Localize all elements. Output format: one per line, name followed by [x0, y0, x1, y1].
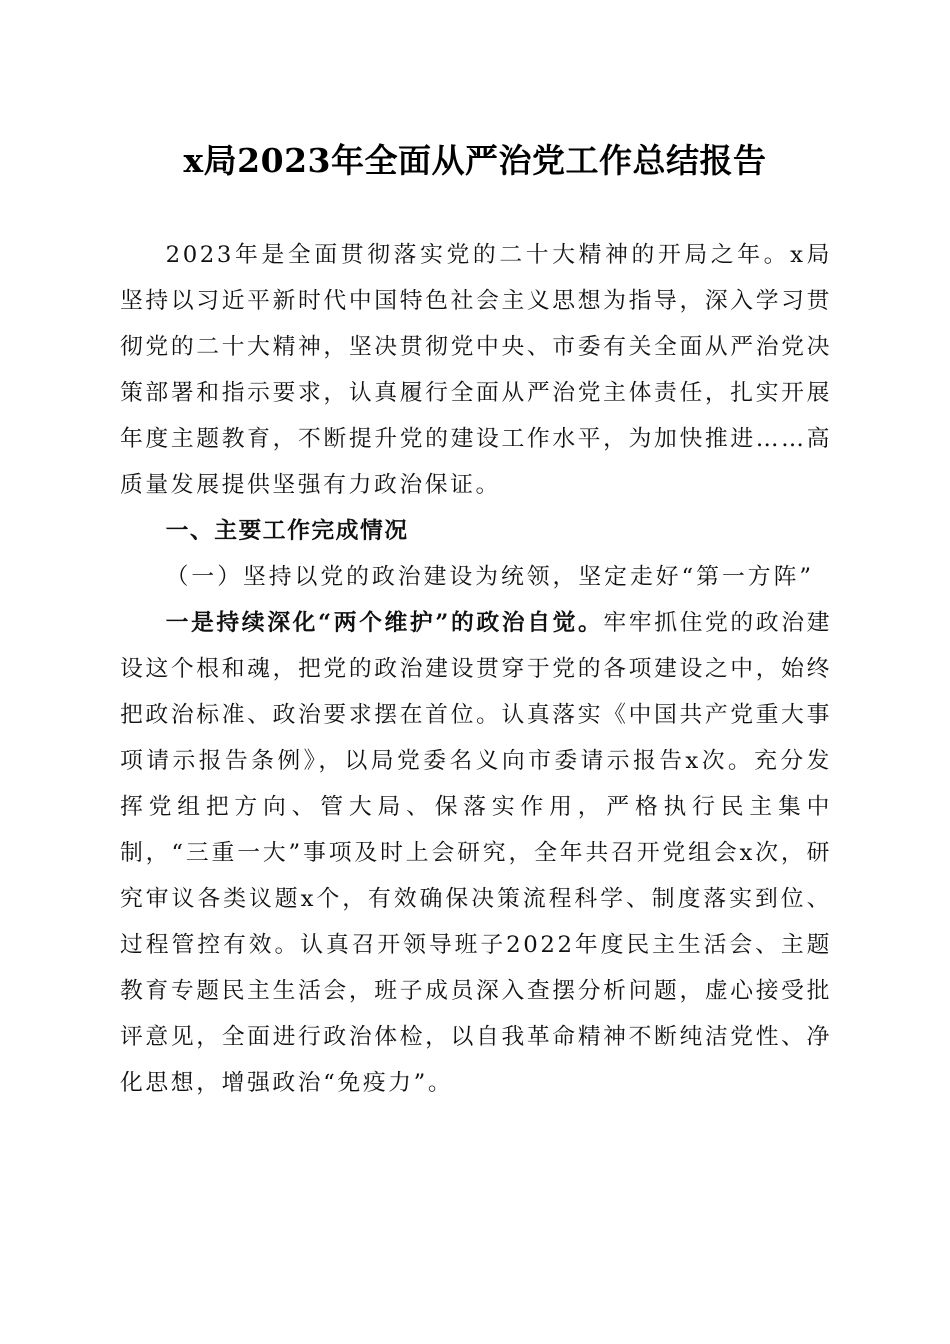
body-paragraph	[120, 600, 832, 1106]
document-title: x局2023年全面从严治党工作总结报告	[183, 141, 767, 180]
document-body	[120, 232, 832, 1106]
section-heading: 一、主要工作完成情况	[165, 518, 409, 544]
paragraph-lead: 一是持续深化“两个维护”的政治自觉。	[165, 610, 604, 636]
paragraph-text: 牢牢抓住党的政治建设这个根和魂，把党的政治建设贯穿于党的各项建设之中，始终把政治标准、政治要求摆在首位。认真落实《中国共产党重大事项请示报告条例》，以局党委名义向市委请示报告x次。充分发挥党组把方向、管大局、保落实作用，严格执行民主集中制，“三重一大”事项及时上会研究，全年共召开党组会x次，研究审议各类议题x个，有效确保决策流程科学、制度落实到位、过程管控有效。认真召开领导班子2022年度民主生活会、主题教育专题民主生活会，班子成员深入查摆分析问题，虚心接受批评意见，全面进行政治体检，以自我革命精神不断纯洁党性、净化思想，增强政治“免疫力”。	[120, 610, 832, 1096]
subsection-heading: （一）坚持以党的政治建设为统领，坚定走好“第一方阵”	[165, 564, 815, 590]
intro-paragraph: 2023年是全面贯彻落实党的二十大精神的开局之年。x局坚持以习近平新时代中国特色社会主义思想为指导，深入学习贯彻党的二十大精神，坚决贯彻党中央、市委有关全面从严治党决策部署和指示要求，认真履行全面从严治党主体责任，扎实开展年度主题教育，不断提升党的建设工作水平，为加快推进……高质量发展提供坚强有力政治保证。	[120, 242, 832, 498]
